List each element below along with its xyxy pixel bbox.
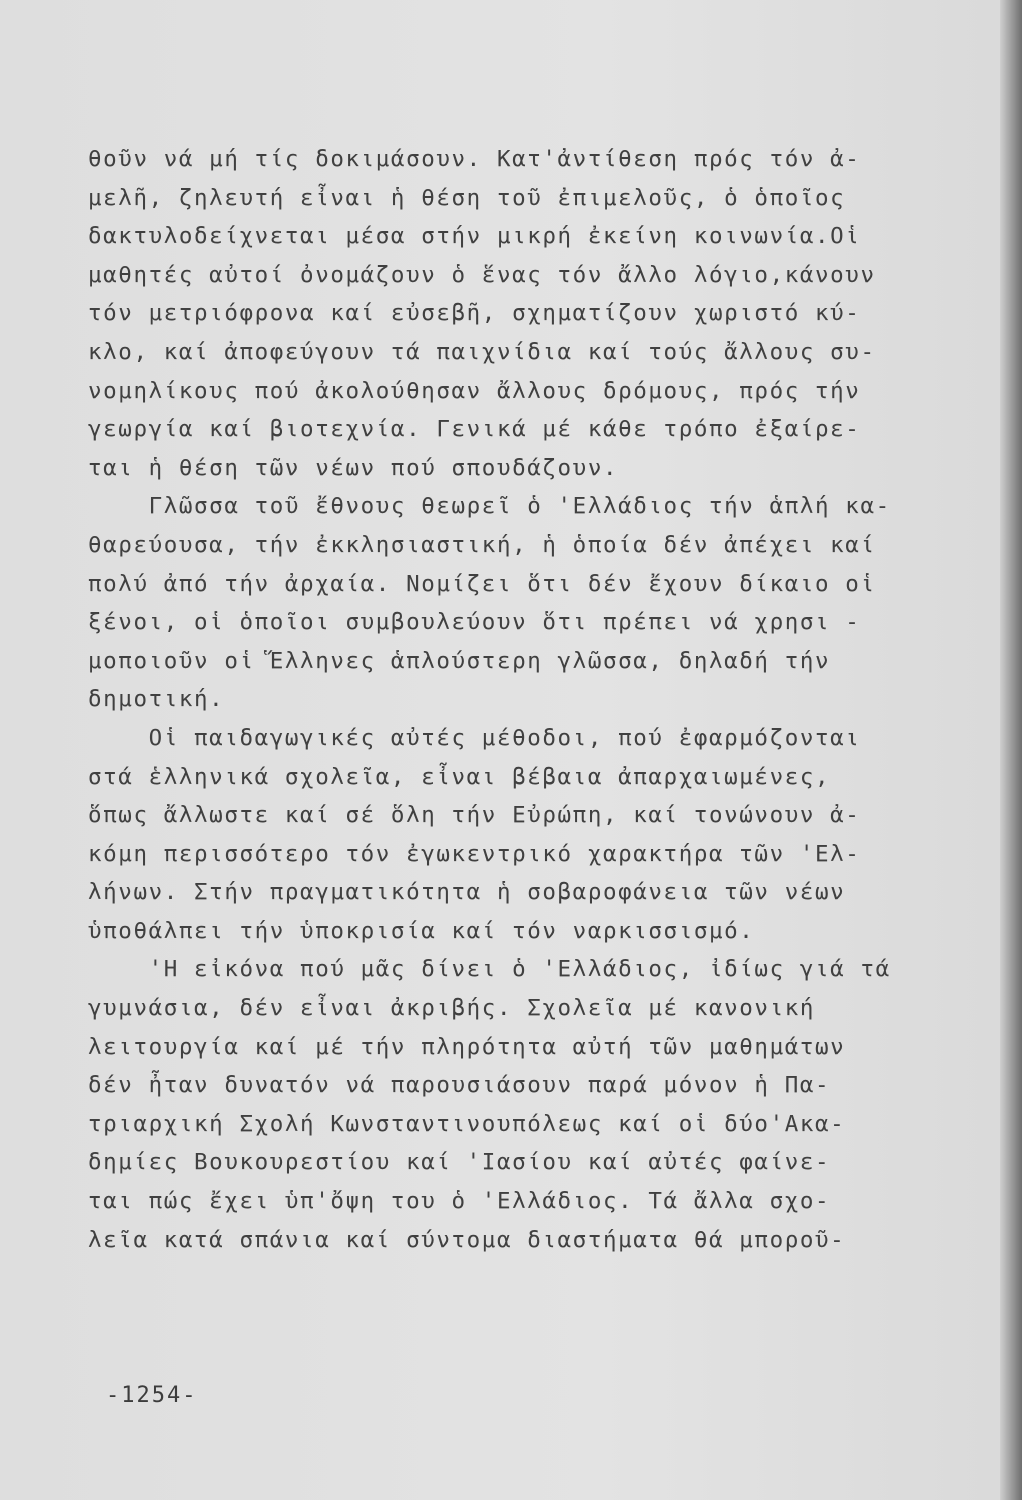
text-line: δημίες Βουκουρεστίου καί 'Ιασίου καί αὐτές φαίνε-	[88, 1149, 831, 1176]
text-line: ται ἡ θέση τῶν νέων πού σπουδάζουν.	[88, 454, 619, 481]
text-line: πολύ ἀπό τήν ἀρχαία. Νομίζει ὅτι δέν ἔχουν δίκαιο οἱ	[88, 570, 876, 597]
text-line: δημοτική.	[88, 686, 225, 713]
text-line: Οἱ παιδαγωγικές αὐτές μέθοδοι, πού ἐφαρμόζονται	[88, 724, 861, 751]
text-line: κόμη περισσότερο τόν ἐγωκεντρικό χαρακτήρα τῶν 'Ελ-	[88, 840, 861, 867]
text-line: λεῖα κατά σπάνια καί σύντομα διαστήματα θά μποροῦ-	[88, 1226, 846, 1253]
text-line: ται πώς ἔχει ὑπ'ὄψη του ὁ 'Ελλάδιος. Τά ἄλλα σχο-	[88, 1188, 831, 1215]
text-line: στά ἑλληνικά σχολεῖα, εἶναι βέβαια ἀπαρχαιωμένες,	[88, 763, 831, 790]
text-line: νομηλίκους πού ἀκολούθησαν ἄλλους δρόμους, πρός τήν	[88, 377, 861, 404]
text-line: Γλῶσσα τοῦ ἔθνους θεωρεῖ ὁ 'Ελλάδιος τήν ἁπλή κα-	[88, 493, 891, 520]
text-line: μαθητές αὐτοί ὀνομάζουν ὁ ἕνας τόν ἄλλο λόγιο,κάνουν	[88, 261, 876, 288]
text-line: ὑποθάλπει τήν ὑποκρισία καί τόν ναρκισσισμό.	[88, 917, 755, 944]
page-number: -1254-	[106, 1383, 198, 1408]
text-line: τριαρχική Σχολή Κωνσταντινουπόλεως καί οἱ δύο'Ακα-	[88, 1110, 846, 1137]
text-line: δέν ἦταν δυνατόν νά παρουσιάσουν παρά μόνον ἡ Πα-	[88, 1072, 831, 1099]
text-line: λειτουργία καί μέ τήν πληρότητα αὐτή τῶν μαθημάτων	[88, 1033, 846, 1060]
text-line: ὅπως ἄλλωστε καί σέ ὅλη τήν Εὐρώπη, καί τονώνουν ἀ-	[88, 802, 861, 829]
text-line: θοῦν νά μή τίς δοκιμάσουν. Κατ'ἀντίθεση πρός τόν ἀ-	[88, 146, 861, 172]
text-line: λήνων. Στήν πραγματικότητα ἡ σοβαροφάνεια τῶν νέων	[88, 879, 846, 906]
text-line: γυμνάσια, δέν εἶναι ἀκριβής. Σχολεῖα μέ κανονική	[88, 995, 816, 1022]
text-line: τόν μετριόφρονα καί εὐσεβῆ, σχηματίζουν χωριστό κύ-	[88, 300, 861, 327]
text-line: θαρεύουσα, τήν ἐκκλησιαστική, ἡ ὁποία δέν ἀπέχει καί	[88, 531, 876, 558]
book-spine-edge	[1000, 0, 1022, 1500]
body-text	[88, 140, 960, 1259]
text-line: κλο, καί ἀποφεύγουν τά παιχνίδια καί τούς ἄλλους συ-	[88, 338, 876, 365]
text-line: δακτυλοδείχνεται μέσα στήν μικρή ἐκείνη κοινωνία.Οἱ	[88, 223, 861, 250]
text-line: μοποιοῦν οἱ Ἕλληνες ἁπλούστερη γλῶσσα, δηλαδή τήν	[88, 647, 831, 674]
text-line: 'Η εἰκόνα πού μᾶς δίνει ὁ 'Ελλάδιος, ἰδίως γιά τά	[88, 956, 891, 983]
text-line: γεωργία καί βιοτεχνία. Γενικά μέ κάθε τρόπο ἐξαίρε-	[88, 416, 861, 443]
text-line: μελῆ, ζηλευτή εἶναι ἡ θέση τοῦ ἐπιμελοῦς, ὁ ὁποῖος	[88, 184, 846, 211]
text-line: ξένοι, οἱ ὁποῖοι συμβουλεύουν ὅτι πρέπει νά χρησι -	[88, 609, 861, 636]
